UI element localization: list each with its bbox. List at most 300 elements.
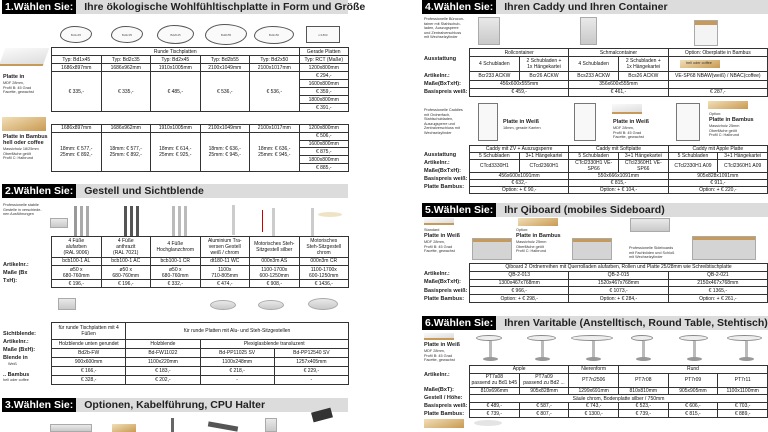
table-row <box>470 153 768 160</box>
cable-chain-image <box>171 418 174 432</box>
caddy-board-desc: 18mm, gerade Kanten <box>503 126 541 130</box>
table-cell: € 202,- <box>126 375 200 384</box>
bamboo-label: .. Bambus <box>3 372 30 378</box>
section-number: 2.Wählen Sie: <box>2 184 76 198</box>
table-cell: € 739,- <box>470 410 520 418</box>
table-row <box>470 180 768 187</box>
table-cell: Holzblende unten gerundet <box>52 339 126 348</box>
table-base-image <box>586 357 601 361</box>
table-cell: € 359,- <box>299 88 349 96</box>
table-cell: 1686x897mm <box>52 125 102 133</box>
option-image <box>50 424 92 432</box>
table-cell: € 218,- <box>200 366 274 375</box>
table-row <box>470 287 768 295</box>
table-row <box>52 323 349 340</box>
container-row-labels: Ausstattung Artikelnr.: Maße(BxTxH): Basispreis weiß: <box>424 56 468 96</box>
table-cell: 5 Schubladen <box>470 153 520 160</box>
desk-top-image <box>318 212 342 217</box>
table-row <box>470 80 768 88</box>
table-cell: € 166,- <box>52 366 126 375</box>
table-row <box>470 271 768 279</box>
bamboo-sub-label: hell oder coffee <box>3 378 29 382</box>
table-cell: 2150x467x768mm <box>668 279 767 287</box>
tabletop-shape[interactable]: Bd2x50 <box>254 26 294 44</box>
table-row <box>52 348 349 357</box>
table-cell: QB-2-015 <box>569 271 668 279</box>
table-row <box>52 366 349 375</box>
table-cell: Option: + € 261,- <box>668 295 767 303</box>
table-cell: 456x600x555mm <box>470 80 569 88</box>
leg-image <box>136 206 139 236</box>
table-cell: 1100-1700x 600-1250mm <box>299 265 349 279</box>
table-row <box>470 49 768 57</box>
caddy-table <box>469 145 768 194</box>
table-row <box>470 57 768 72</box>
table-cell: für runde Platten mit Alu- und Steh-Sitzgestellen <box>126 323 349 340</box>
table-row <box>470 264 768 272</box>
table-row <box>470 279 768 287</box>
table-cell: Schmalcontainer <box>569 49 668 57</box>
table-cell: 1686x897mm <box>52 64 102 72</box>
section-title: Ihre ökologische Wohlfühltischplatte in Form und Größe <box>84 1 366 13</box>
frames-row-labels: Artikelnr.: Maße (Bx TxH): <box>3 261 29 285</box>
qiboard-board-title: Platte in Bambus <box>516 233 561 239</box>
table-row <box>470 88 768 96</box>
table-cell: € 632,- <box>470 180 569 187</box>
table-cell: 4 Füße anthrazit (RAL 7021) <box>101 237 151 258</box>
white-board-desc: MDF 28mm, Profil B: 45 Grad Facette, gewachst <box>3 81 34 95</box>
table-cell: Option: Oberplatte in Bambus <box>668 49 767 57</box>
varitable-table <box>469 365 768 418</box>
table-cell: € 196,- <box>101 280 151 288</box>
table-row <box>470 373 768 387</box>
table-cell: 1686x962mm <box>101 64 151 72</box>
table-cell: 456x600x1091mm <box>470 173 569 180</box>
table-cell: 000n3m AS <box>250 258 300 266</box>
table-cell: Rund <box>618 366 767 374</box>
table-cell: 3+1 Hängekartei <box>519 153 569 160</box>
table-row <box>52 132 349 140</box>
sideboard-image <box>630 218 670 232</box>
table-cell: 18mm: € 577,- 25mm: € 892,- <box>52 132 102 171</box>
section-number: 6.Wählen Sie: <box>422 316 496 330</box>
table-cell: 1686x962mm <box>101 125 151 133</box>
table-cell: € 703,- <box>718 402 768 410</box>
table-cell: Option: + € 220,- <box>668 187 767 194</box>
table-cell: 810x696mm <box>470 387 520 395</box>
caddy-soft-image <box>574 103 596 141</box>
caddy-board-title: Platte in Weiß <box>503 119 539 125</box>
table-row <box>52 357 349 366</box>
table-cell: € 287,- <box>668 88 767 96</box>
table-base-image <box>535 357 550 361</box>
tabletop-bamboo-table <box>51 124 349 172</box>
caddy-board-desc: Massivholz 25mm Oberfläche geölt Profil C: Halbrund <box>709 124 740 138</box>
table-cell: € 908,- <box>250 280 300 288</box>
table-cell: 2 Schubladen + 1x Hängekartei <box>519 57 569 72</box>
table-cell: € 196,- <box>52 280 102 288</box>
table-cell: € 815,- <box>668 410 718 418</box>
table-cell: PT7a09 passend zu Bd2 ... <box>519 373 569 387</box>
table-cell: PT7n2506 <box>569 373 619 387</box>
table-cell: € 911,- <box>668 180 767 187</box>
table-row <box>52 48 349 56</box>
table-cell: Bd-PP11025 SV <box>200 348 274 357</box>
table-base-image <box>739 357 754 361</box>
table-cell: 1300x467x768mm <box>470 279 569 287</box>
section-title: Gestell und Sichtblende <box>84 185 204 197</box>
table-cell: Typ: Bd2x45 <box>151 56 201 64</box>
table-cell: Bcs233 ACKW <box>569 72 619 80</box>
caddy-row-labels: Ausstattung Artikelnr.: Maße(BxTxH): Basispreis weiß: Platte Bambus: <box>424 151 468 190</box>
table-cell: CTcd3330H1 <box>470 160 520 173</box>
tabletop-white-table <box>51 47 349 112</box>
table-cell: CTcl2360H1 A09 <box>718 160 768 173</box>
table-cell: € 815,- <box>569 180 668 187</box>
height-arrow-icon <box>262 210 263 232</box>
leg-image <box>124 206 127 236</box>
table-post-image <box>693 341 696 358</box>
section-title: Ihren Varitable (Anstelltisch, Round Table, Stehtisch) <box>504 317 768 329</box>
table-cell: € 536,- <box>200 72 250 112</box>
bamboo-board-desc: Massivholz 18/25mm Oberfläche geölt Profil C: Halbrund <box>3 147 39 161</box>
table-row <box>470 187 768 194</box>
table-cell: 4 Füße alufarben (RAL 9006) <box>52 237 102 258</box>
table-row <box>52 375 349 384</box>
table-row <box>470 395 768 403</box>
qiboard-board-desc: Massivholz 25mm Oberfläche geölt Profil C: Halbrund <box>516 240 547 254</box>
table-cell: ø50 x 680-760mm <box>151 265 201 279</box>
table-cell: € 335,- <box>52 72 102 112</box>
table-cell: 550x666x1091mm <box>569 173 668 180</box>
table-cell: Apple <box>470 366 569 374</box>
table-cell: 2100x1049mm <box>200 64 250 72</box>
section-title: Ihr Qiboard (mobiles Sideboard) <box>504 204 665 216</box>
section-6-header <box>422 316 768 330</box>
table-row <box>52 258 349 266</box>
table-cell: 5 Schubladen <box>569 153 619 160</box>
section-number: 5.Wählen Sie: <box>422 203 496 217</box>
modesty-panel-image <box>210 300 236 310</box>
table-cell: Gerade Platten <box>299 48 349 56</box>
frame-image <box>272 208 275 236</box>
table-cell: 905x905mm <box>668 387 718 395</box>
tabletop-shape[interactable]: Bd1x45 <box>60 26 92 43</box>
tabletop-shape[interactable]: Bd2b55 <box>205 24 247 45</box>
table-cell: € 335,- <box>101 72 151 112</box>
table-cell: € 523,- <box>618 402 668 410</box>
white-board-title: Platte in <box>3 74 25 80</box>
white-label: Weiß <box>8 362 17 366</box>
modesty-panel-image <box>258 300 284 310</box>
table-cell: ø50 x 680-760mm <box>101 265 151 279</box>
table-cell: 1100x1100mm <box>718 387 768 395</box>
table-cell: CTcl2360H1 VE-SP66 <box>618 160 668 173</box>
table-cell: 18mm: € 636,- 25mm: € 945,- <box>200 132 250 171</box>
bamboo-top-image <box>424 419 464 428</box>
table-cell: 1100-1700x 600-1250mm <box>250 265 300 279</box>
table-cell: € 885,- <box>299 164 349 172</box>
table-cell: 356x600x555mm <box>569 80 668 88</box>
table-cell: € 506,- <box>299 132 349 140</box>
table-cell: Bd-PP12540 SV <box>274 348 348 357</box>
table-cell: € 332,- <box>151 280 201 288</box>
table-base-image <box>636 357 651 361</box>
table-cell: € 889,- <box>718 410 768 418</box>
section-number: 3.Wählen Sie: <box>2 398 76 412</box>
table-row <box>52 56 349 64</box>
table-cell: 1800x800mm <box>299 156 349 164</box>
table-row <box>52 125 349 133</box>
table-cell: 1200x800mm <box>299 125 349 133</box>
table-row <box>470 387 768 395</box>
cable-tray-image <box>208 421 238 431</box>
modesty-panel-image <box>58 298 76 310</box>
section-number: 4.Wählen Sie: <box>422 0 496 14</box>
varitable-board-title: Platte in Weiß <box>424 342 460 348</box>
table-cell: Holzblende <box>126 339 200 348</box>
table-row <box>470 72 768 80</box>
table-cell: 1600x800mm <box>299 140 349 148</box>
table-cell: € 183,- <box>126 366 200 375</box>
caddy-intro: Professionelle Caddies mit Ordnerfach, Stahlschubladen, Auszugsperre und Zentralverschluss mit Wechselzylinder <box>424 108 463 135</box>
table-row <box>470 173 768 180</box>
table-cell: 1910x1005mm <box>151 125 201 133</box>
frame-image <box>232 205 235 235</box>
table-cell: 2100x1049mm <box>200 125 250 133</box>
qiboard-image <box>692 236 756 260</box>
caddy-board-title: Platte in Bambus <box>709 117 754 123</box>
modesty-row-labels: Sichtblende: Artikelnr.: Maße (BxH): Blende in <box>3 331 37 361</box>
table-cell: - <box>200 375 274 384</box>
standard-label: Standard <box>424 228 440 232</box>
table-cell: bcb100-1 AL <box>52 258 102 266</box>
table-cell: 1800x800mm <box>299 96 349 104</box>
option-label: Option: <box>516 228 529 232</box>
table-cell: € 1365,- <box>668 287 767 295</box>
table-cell: VE-SP68 NBAW(weiß) / NBAC(coffee) <box>668 72 767 80</box>
caddy-apple-image <box>676 103 700 141</box>
table-cell: Typ: Bd2x50 <box>250 56 300 64</box>
rollcontainer-image <box>478 17 500 45</box>
table-row <box>470 160 768 173</box>
table-cell: € 474,- <box>200 280 250 288</box>
leg-image <box>80 206 83 236</box>
table-cell: 2100x1017mm <box>250 64 300 72</box>
section-4-header <box>422 0 768 14</box>
table-post-image <box>489 341 492 358</box>
table-cell: QB-2-021 <box>668 271 767 279</box>
bamboo-top-image <box>708 101 748 109</box>
table-cell: € 328,- <box>52 375 126 384</box>
varitable-row-labels: Artikelnr.: Maße(BxT): Gestell / Höhe: Basispreis weiß: Platte Bambus: <box>424 371 468 417</box>
cpu-holder-image <box>265 418 277 432</box>
table-cell: € 229,- <box>274 366 348 375</box>
tabletop-shape[interactable]: Bd2b45 <box>157 25 194 44</box>
table-cell: Caddy mit Softplatte <box>569 146 668 153</box>
option-label: Option: <box>709 112 722 116</box>
table-cell: PT7r09 <box>668 373 718 387</box>
table-cell: 4 Schubladen <box>569 57 619 72</box>
table-cell: für runde Tischplatten mit 4 Füßen <box>52 323 126 340</box>
table-cell: 3+1 Hängekartei <box>718 153 768 160</box>
option-image <box>112 424 136 432</box>
table-cell: Typ: Bd1x45 <box>52 56 102 64</box>
table-cell: 000n3m CR <box>299 258 349 266</box>
table-cell: Caddy mit ZV + Auszugsperre <box>470 146 569 153</box>
caddy-board-title: Platte in Weiß <box>613 119 649 125</box>
table-cell: 1910x1005mm <box>151 64 201 72</box>
leg-image <box>184 206 187 236</box>
table-cell: Typ: RCT (Maße) <box>299 56 349 64</box>
table-cell: ø50 x 680-760mm <box>52 265 102 279</box>
bamboo-board-title: Platte in Bambus hell oder coffee <box>3 134 48 146</box>
bamboo-board-image <box>2 117 46 131</box>
container-intro: Professionelle Bürocon- tainer mit Stahlschub- laden, Auszugsperre und Zentralverschluss mit Wechselzylinder <box>424 17 465 40</box>
table-cell: 1257x405mm <box>274 357 348 366</box>
table-cell: Option: + € 104,- <box>569 187 668 194</box>
frames-intro: Professionelle stabile Gestelle in verschiede- nen Ausführungen <box>3 203 42 217</box>
table-cell: Qiboard 2 Ordnerreihen mit Querrolladen alufarben, Rollen und Platte 25/28mm wie Schreibtischplatte <box>470 264 768 272</box>
table-cell: Runde Tischplatten <box>52 48 300 56</box>
wood-label: hell oder coffee <box>686 61 712 65</box>
section-2-header <box>2 184 348 198</box>
table-post-image <box>642 341 645 358</box>
table-cell: 900x600mm <box>52 357 126 366</box>
table-cell: € 461,- <box>569 88 668 96</box>
table-cell: 1299x691mm <box>569 387 619 395</box>
table-cell: € 587,- <box>519 402 569 410</box>
table-cell: Aluminium Tra- versen Gestell weiß / chrom <box>200 237 250 258</box>
table-cell: € 1300,- <box>569 410 619 418</box>
qiboard-table <box>469 263 768 303</box>
table-post-image <box>541 341 544 358</box>
frames-table <box>51 236 349 288</box>
section-1-header <box>2 0 366 14</box>
table-cell: 18mm: € 614,- 25mm: € 925,- <box>151 132 201 171</box>
tabletop-shape[interactable]: Bd2c35 <box>111 26 143 43</box>
table-cell: PT7r08 <box>618 373 668 387</box>
table-cell: € 875,- <box>299 148 349 156</box>
table-cell: 4 Füße Hochglanzchrom <box>151 237 201 258</box>
table-cell: 1100x248mm <box>200 357 274 366</box>
table-cell: 18mm: € 636,- 25mm: € 945,- <box>250 132 300 171</box>
section-3-header <box>2 398 348 412</box>
table-cell: PT7r11 <box>718 373 768 387</box>
modesty-panel-table <box>51 322 349 385</box>
table-cell: € 536,- <box>250 72 300 112</box>
table-cell: Säule chrom, Bodenplatte silber / 750mm <box>470 395 768 403</box>
table-cell: bcb100-1 CR <box>151 258 201 266</box>
table-row <box>470 366 768 374</box>
table-cell: dt180-11 WC <box>200 258 250 266</box>
table-row <box>52 64 349 72</box>
white-board-image <box>612 104 642 114</box>
varitable-board-desc: MDF 28mm, Profil B: 45 Grad Facette, gewachst <box>424 349 455 363</box>
qiboard-row-labels: Artikelnr.: Maße(BxTxH): Basispreis weiß: Platte Bambus: <box>424 271 468 302</box>
section-title: Optionen, Kabelführung, CPU Halter <box>84 399 266 411</box>
table-cell: CTcl2330H1 A09 <box>668 160 718 173</box>
schmalcontainer-image <box>580 17 597 45</box>
bamboo-container-image <box>694 20 718 46</box>
caddy-board-desc: MDF 28mm, Profil B: 45 Grad Facette, gewachst <box>613 126 644 140</box>
table-cell: - <box>274 375 348 384</box>
table-cell: € 966,- <box>470 287 569 295</box>
caddy-image <box>478 103 498 141</box>
table-row <box>52 72 349 80</box>
table-cell: € 606,- <box>668 402 718 410</box>
table-cell <box>668 80 767 88</box>
standing-table-image <box>474 420 502 426</box>
table-cell: € 489,- <box>470 402 520 410</box>
leg-image <box>86 206 89 236</box>
frame-image <box>311 208 314 236</box>
table-cell: CTcd2360H1 <box>519 160 569 173</box>
table-cell: Bd-FW11022 <box>126 348 200 357</box>
table-cell: 810x810mm <box>618 387 668 395</box>
table-row <box>52 237 349 258</box>
qiboard-board-title: Platte in Weiß <box>424 233 460 239</box>
table-row <box>52 339 349 348</box>
table-row <box>52 280 349 288</box>
table-cell: € 391,- <box>299 104 349 112</box>
table-cell: € 1436,- <box>299 280 349 288</box>
qiboard-image <box>572 238 612 260</box>
table-post-image <box>745 341 748 358</box>
sideboard-desc: Professionelle Sideboards mit Fachböden und Schloß mit Wechselzylinder <box>629 246 675 260</box>
table-cell: € 485,- <box>151 72 201 112</box>
table-cell: bcb100-1 AC <box>101 258 151 266</box>
table-cell: QB-2-013 <box>470 271 569 279</box>
desk-frame-image <box>50 218 68 228</box>
table-cell: 2 Schubladen + 1x Hängekartei <box>618 57 668 72</box>
table-base-image <box>483 357 498 361</box>
table-cell: 2100x1017mm <box>250 125 300 133</box>
table-cell: Typ: Bd2c35 <box>101 56 151 64</box>
table-cell: 1520x467x768mm <box>569 279 668 287</box>
table-cell: 1100x220mm <box>126 357 200 366</box>
tabletop-shape[interactable]: rc1800 <box>306 26 340 43</box>
table-cell: € 1073,- <box>569 287 668 295</box>
table-cell: 5 Schubladen <box>668 153 718 160</box>
table-cell: € 807,- <box>519 410 569 418</box>
section-title: Ihren Caddy und Ihren Container <box>504 1 668 13</box>
table-cell: € 739,- <box>618 410 668 418</box>
table-cell: 905x828mm <box>519 387 569 395</box>
table-row <box>52 265 349 279</box>
table-cell: Motorisches Steh-Sitzgestell chrom <box>299 237 349 258</box>
leg-image <box>130 206 133 236</box>
table-cell: 4 Schubladen <box>470 57 520 72</box>
table-cell: Plexiglasblende transluzent <box>200 339 349 348</box>
table-cell: € 459,- <box>470 88 569 96</box>
table-cell: Bd2b-FW <box>52 348 126 357</box>
leg-image <box>172 206 175 236</box>
qiboard-board-desc: MDF 28mm, Profil B: 45 Grad Facette, gewachst <box>424 240 455 254</box>
table-cell: 1200x800mm <box>299 64 349 72</box>
table-cell: 905x828x1091mm <box>668 173 767 180</box>
table-cell: Caddy mit Apple Platte <box>668 146 767 153</box>
white-board-image <box>424 218 454 225</box>
table-cell: € 743,- <box>569 402 619 410</box>
table-cell: 18mm: € 577,- 25mm: € 892,- <box>101 132 151 171</box>
table-cell: Option: + € 284,- <box>569 295 668 303</box>
table-cell: 1600x800mm <box>299 80 349 88</box>
table-row <box>470 410 768 418</box>
table-cell: PT7a08 passend zu Bd1 b45 <box>470 373 520 387</box>
table-cell: 1100x 710-805mm <box>200 265 250 279</box>
leg-image <box>178 206 181 236</box>
